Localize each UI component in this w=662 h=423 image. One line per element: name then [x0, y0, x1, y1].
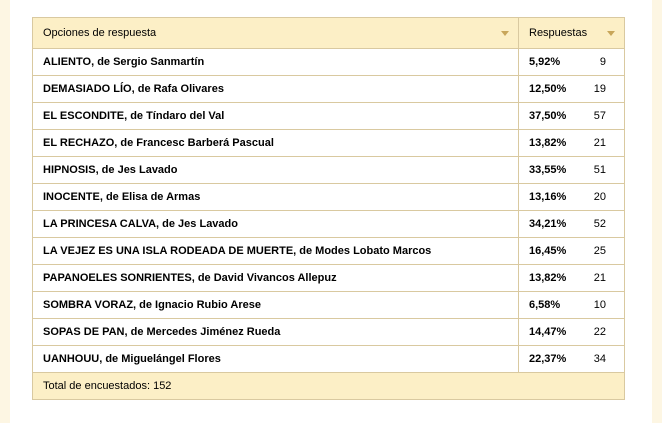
- response-cell: [519, 130, 625, 157]
- response-cell: [519, 292, 625, 319]
- responses-column-label: Respuestas: [529, 27, 588, 39]
- table-row: [33, 238, 625, 265]
- responses-column-header[interactable]: [519, 18, 625, 49]
- response-percent: 13,16%: [529, 191, 567, 203]
- table-footer-row: [33, 373, 625, 400]
- table-row: [33, 346, 625, 373]
- response-percent: 34,21%: [529, 218, 567, 230]
- response-cell: [519, 76, 625, 103]
- answer-option: PAPANOELES SONRIENTES, de David Vivancos Allepuz: [33, 265, 519, 292]
- table-row: [33, 292, 625, 319]
- table-row: [33, 157, 625, 184]
- response-count: 57: [593, 110, 606, 122]
- response-cell: [519, 184, 625, 211]
- table-body: [33, 49, 625, 373]
- table-row: [33, 211, 625, 238]
- table-row: [33, 76, 625, 103]
- options-column-label: Opciones de respuesta: [43, 27, 157, 39]
- response-count: 51: [593, 164, 606, 176]
- answer-option: EL ESCONDITE, de Tíndaro del Val: [33, 103, 519, 130]
- chevron-down-icon[interactable]: [501, 31, 509, 36]
- response-cell: [519, 103, 625, 130]
- answer-option: ALIENTO, de Sergio Sanmartín: [33, 49, 519, 76]
- response-count: 9: [599, 56, 606, 68]
- answer-option: EL RECHAZO, de Francesc Barberá Pascual: [33, 130, 519, 157]
- response-cell: [519, 319, 625, 346]
- response-cell: [519, 265, 625, 292]
- table-header-row: [33, 18, 625, 49]
- response-percent: 13,82%: [529, 137, 567, 149]
- response-cell: [519, 157, 625, 184]
- response-count: 25: [593, 245, 606, 257]
- table-row: [33, 319, 625, 346]
- response-cell: [519, 49, 625, 76]
- response-percent: 33,55%: [529, 164, 567, 176]
- table-row: [33, 184, 625, 211]
- response-count: 10: [593, 299, 606, 311]
- response-percent: 5,92%: [529, 56, 561, 68]
- response-count: 52: [593, 218, 606, 230]
- table-row: [33, 130, 625, 157]
- response-percent: 12,50%: [529, 83, 567, 95]
- response-count: 34: [593, 353, 606, 365]
- answer-option: LA PRINCESA CALVA, de Jes Lavado: [33, 211, 519, 238]
- response-count: 21: [593, 137, 606, 149]
- response-percent: 13,82%: [529, 272, 567, 284]
- response-count: 19: [593, 83, 606, 95]
- table-row: [33, 103, 625, 130]
- response-cell: [519, 211, 625, 238]
- answer-option: DEMASIADO LÍO, de Rafa Olivares: [33, 76, 519, 103]
- answer-option: SOMBRA VORAZ, de Ignacio Rubio Arese: [33, 292, 519, 319]
- response-count: 22: [593, 326, 606, 338]
- table-row: [33, 265, 625, 292]
- table-row: [33, 49, 625, 76]
- total-respondents: Total de encuestados: 152: [33, 373, 625, 400]
- response-percent: 22,37%: [529, 353, 567, 365]
- response-percent: 37,50%: [529, 110, 567, 122]
- response-cell: [519, 346, 625, 373]
- response-percent: 16,45%: [529, 245, 567, 257]
- answer-option: UANHOUU, de Miguelángel Flores: [33, 346, 519, 373]
- answer-option: HIPNOSIS, de Jes Lavado: [33, 157, 519, 184]
- options-column-header[interactable]: [33, 18, 519, 49]
- answer-option: LA VEJEZ ES UNA ISLA RODEADA DE MUERTE, de Modes Lobato Marcos: [33, 238, 519, 265]
- chevron-down-icon[interactable]: [607, 31, 615, 36]
- response-count: 21: [593, 272, 606, 284]
- answer-option: SOPAS DE PAN, de Mercedes Jiménez Rueda: [33, 319, 519, 346]
- survey-results-table: [32, 17, 625, 400]
- response-count: 20: [593, 191, 606, 203]
- answer-option: INOCENTE, de Elisa de Armas: [33, 184, 519, 211]
- response-percent: 14,47%: [529, 326, 567, 338]
- response-percent: 6,58%: [529, 299, 561, 311]
- response-cell: [519, 238, 625, 265]
